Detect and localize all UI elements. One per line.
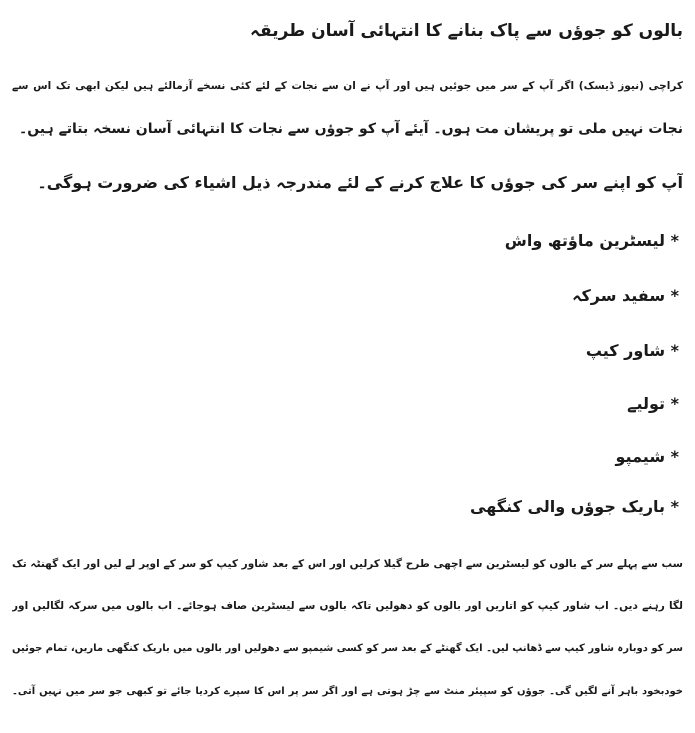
list-item: * شیمپو xyxy=(615,447,679,466)
requirement-line: آپ کو اپنے سر کی جوؤں کا علاج کرنے کے لئے مندرجہ ذیل اشیاء کی ضرورت ہوگی۔ xyxy=(37,173,683,192)
method-line-4: خودبخود باہر آنے لگیں گی۔ جوؤں کو سپیئر منٹ سے چڑ ہوتی ہے اور اگر سر پر اس کا سپرے کردیا جائے تو کبھی جو سر میں نہیں آتی۔ xyxy=(12,686,683,697)
list-item: * باریک جوؤں والی کنگھی xyxy=(470,497,679,516)
list-item: * لیسٹرین ماؤتھ واش xyxy=(504,231,679,250)
article-title: بالوں کو جوؤں سے پاک بنانے کا انتہائی آسان طریقہ xyxy=(250,21,683,41)
intro-line-2: نجات نہیں ملی تو پریشان مت ہوں۔ آیئے آپ کو جوؤں سے نجات کا انتہائی آسان نسخہ بتاتے ہیں۔ xyxy=(18,121,683,137)
intro-line-1: کراچی (نیوز ڈیسک) اگر آپ کے سر میں جوئیں ہیں اور آپ نے ان سے نجات کے لئے کئی نسخے آزمالئے ہیں لیکن ابھی تک اس سے xyxy=(12,80,683,92)
method-line-1: سب سے پہلے سر کے بالوں کو لیسٹرین سے اچھی طرح گیلا کرلیں اور اس کے بعد شاور کیپ کو سر کے اوپر لے لیں اور ایک گھنٹہ تک xyxy=(12,558,683,570)
method-line-2: لگا رہنے دیں۔ اب شاور کیپ کو اتاریں اور بالوں کو دھولیں تاکہ بالوں سے لیسٹرین صاف ہوجائے۔ اب بالوں میں سرکہ لگالیں اور xyxy=(12,600,683,612)
method-line-3: سر کو دوبارہ شاور کیپ سے ڈھانپ لیں۔ ایک گھنٹے کے بعد سر کو کسی شیمپو سے دھولیں اور بالوں میں باریک کنگھی ماریں، تمام جوئیں xyxy=(12,643,683,654)
list-item: * تولیے xyxy=(627,394,679,413)
list-item: * سفید سرکہ xyxy=(572,286,679,305)
list-item: * شاور کیپ xyxy=(585,341,679,360)
